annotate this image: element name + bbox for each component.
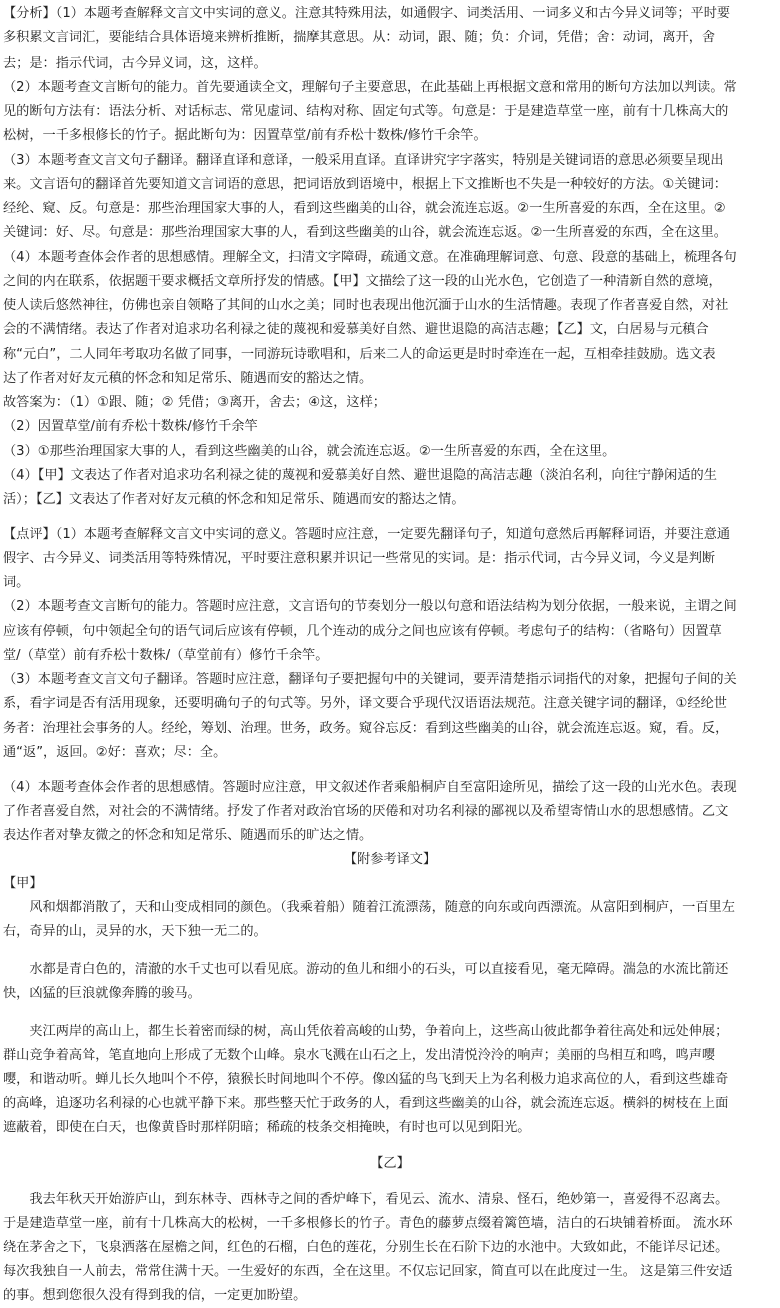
text-line: 务者：治理社会事务的人。经纶，筹划、治理。世务，政务。窥谷忘反：看到这些幽美的山谷，就会流连忘返。窥，看。反， bbox=[3, 721, 729, 736]
text-line: 松树，一千多根修长的竹子。据此断句为：因置草堂/前有乔松十数株/修竹千余竿。 bbox=[3, 128, 487, 143]
text-line: 嘤，和谐动听。蝉儿长久地叫个不停，猿猴长时间地叫个不停。像凶猛的鸟飞到天上为名利极力追求高位的人，看到这些雄奇 bbox=[3, 1072, 729, 1087]
text-line: 会的不满情绪。表达了作者对追求功名利禄之徒的蔑视和爱慕美好自然、避世退隐的高洁志趣；【乙】文，白居易与元稹合 bbox=[3, 322, 709, 337]
text-line: （2）本题考查文言断句的能力。答题时应注意，文言语句的节奏划分一般以句意和语法结构为划分依据，一般来说，主谓之间 bbox=[3, 599, 737, 614]
text-line: 遮蔽着，即使在白天，也像黄昏时那样阴暗；稀疏的枝条交相掩映，有时也可以见到阳光。 bbox=[3, 1120, 531, 1135]
text-line: 的高峰，追逐功名利禄的心也就平静下来。那些整天忙于政务的人，看到这些幽美的山谷，就会流连忘返。横斜的树枝在上面 bbox=[3, 1096, 729, 1111]
text-line: 来。文言语句的翻译首先要知道文言词语的意思，把词语放到语境中，根据上下文推断也不失是一种较好的方法。①关键词： bbox=[3, 177, 727, 192]
text-line: 绕在茅舍之下，飞泉洒落在屋檐之间，红色的石榴，白色的莲花，分别生长在石阶下边的水池中。大致如此，不能详尽记述。 bbox=[3, 1240, 729, 1255]
text-line: 了作者喜爱自然，对社会的不满情绪。抒发了作者对政治官场的厌倦和对功名利禄的鄙视以及希望寄情山水的思想感情。乙文 bbox=[3, 804, 729, 819]
text-line: 【附参考译文】 bbox=[343, 852, 437, 867]
text-line: 表达作者对挚友微之的怀念和知足常乐、随遇而乐的旷达之情。 bbox=[3, 828, 373, 843]
text-line: 经纶、窥、反。句意是：那些治理国家大事的人，看到这些幽美的山谷，就会流连忘返。②一生所喜爱的东西，全在这里。② bbox=[3, 201, 726, 216]
text-line: （4）本题考查体会作者的思想感情。答题时应注意，甲文叙述作者乘船桐庐自至富阳途所见，描绘了这一段的山光水色。表现 bbox=[3, 780, 737, 795]
text-line: （3）本题考查文言文句子翻译。答题时应注意，翻译句子要把握句中的关键词，要弄清楚指示词指代的对象，把握句子间的关 bbox=[3, 672, 737, 687]
text-line: 称“元白”，二人同年考取功名做了同事，一同游玩诗歌唱和，后来二人的命运更是时时牵连在一起，互相牵挂鼓励。选文表 bbox=[3, 347, 716, 362]
text-line: 堂/（草堂）前有乔松十数株/（草堂前有）修竹千余竿。 bbox=[3, 648, 329, 663]
text-line: 快，凶猛的巨浪就像奔腾的骏马。 bbox=[3, 986, 201, 1001]
text-line: 使人读后悠然神往，仿佛也亲自领略了其间的山水之美；同时也表现出他沉湎于山水的生活情趣。表现了作者喜爱自然，对社 bbox=[3, 298, 729, 313]
text-line: 的事。想到您很久没有得到我的信，一定更加盼望。 bbox=[3, 1288, 307, 1303]
text-line: 去；是：指示代词，古今异义词，这，这样。 bbox=[3, 56, 267, 71]
text-line: 我去年秋天开始游庐山，到东林寺、西林寺之间的香炉峰下，看见云、流水、清泉、怪石，绝妙第一，喜爱得不忍离去。 bbox=[3, 1192, 729, 1207]
text-line: 【乙】 bbox=[370, 1156, 410, 1171]
text-line: 【点评】（1）本题考查解释文言文中实词的意义。答题时应注意，一定要先翻译句子，知道句意然后再解释词语，并要注意通 bbox=[3, 527, 731, 542]
text-line: 关键词：好、尽。句意是：那些治理国家大事的人，看到这些幽美的山谷，就会流连忘返。②一生所喜爱的东西，全在这里。 bbox=[3, 225, 727, 240]
text-line: （2）因置草堂/前有乔松十数株/修竹千余竿 bbox=[3, 419, 258, 434]
text-line: 应该有停顿，句中领起全句的语气词后应该有停顿，几个连动的成分之间也应该有停顿。考虑句子的结构：（省略句）因置草 bbox=[3, 624, 722, 639]
text-line: 多积累文言词汇，要能结合具体语境来辨析推断，揣摩其意思。从：动词，跟、随；负：介词，凭借；舍：动词，离开，舍 bbox=[3, 30, 716, 45]
text-line: （4）【甲】文表达了作者对追求功名利禄之徒的蔑视和爱慕美好自然、避世退隐的高洁志趣（淡泊名利，向往宁静闲适的生 bbox=[3, 468, 717, 483]
text-line: 词。 bbox=[3, 575, 30, 590]
text-line: 【甲】 bbox=[3, 876, 43, 891]
text-line: 系，看字词是否有活用现象，还要明确句子的句式等。另外，译文要合乎现代汉语语法规范。注意关键字词的翻译，①经纶世 bbox=[3, 696, 727, 711]
text-line: 每次我独自一人前去，常常住满十天。一生爱好的东西，全在这里。不仅忘记回家，简直可以在此度过一生。 这是第三件安适 bbox=[3, 1264, 733, 1279]
text-line: 故答案为：（1）①跟、随；② 凭借；③离开，舍去；④这，这样； bbox=[3, 395, 386, 410]
text-line: 见的断句方法有：语法分析、对话标志、常见虚词、结构对称、固定句式等。句意是：于是建造草堂一座，前有十几株高大的 bbox=[3, 104, 729, 119]
text-line: 水都是青白色的，清澈的水千丈也可以看见底。游动的鱼儿和细小的石头，可以直接看见，毫无障碍。湍急的水流比箭还 bbox=[3, 962, 729, 977]
text-line: （2）本题考查文言断句的能力。首先要通读全文，理解句子主要意思，在此基础上再根据文意和常用的断句方法加以判读。常 bbox=[3, 80, 737, 95]
text-line: 夹江两岸的高山上，都生长着密而绿的树，高山凭依着高峻的山势，争着向上，这些高山彼此都争着往高处和远处伸展； bbox=[3, 1024, 729, 1039]
text-line: 假字、古今异义、词类活用等特殊情况，平时要注意积累并识记一些常见的实词。是：指示代词，古今异义词，今义是判断 bbox=[3, 551, 716, 566]
text-line: 于是建造草堂一座，前有十几株高大的松树，一千多根修长的竹子。青色的藤萝点缀着篱笆墙，洁白的石块铺着桥面。 流水环 bbox=[3, 1216, 733, 1231]
text-line: 风和烟都消散了，天和山变成相同的颜色。（我乘着船）随着江流漂荡，随意的向东或向西漂流。从富阳到桐庐，一百里左 bbox=[3, 900, 735, 915]
text-line: 达了作者对好友元稹的怀念和知足常乐、随遇而安的豁达之情。 bbox=[3, 371, 373, 386]
text-line: （3）本题考查文言文句子翻译。翻译直译和意译，一般采用直译。直译讲究字字落实，特别是关键词语的意思必须要呈现出 bbox=[3, 153, 724, 168]
text-line: 群山竞争着高耸，笔直地向上形成了无数个山峰。泉水飞溅在山石之上，发出清悦泠泠的响声；美丽的鸟相互和鸣，鸣声嘤 bbox=[3, 1048, 716, 1063]
text-line: （3）①那些治理国家大事的人，看到这些幽美的山谷，就会流连忘返。②一生所喜爱的东西，全在这里。 bbox=[3, 444, 616, 459]
text-line: 右，奇异的山，灵异的水，天下独一无二的。 bbox=[3, 924, 267, 939]
text-line: （4）本题考查体会作者的思想感情。理解全文，扫清文字障碍，疏通文意。在准确理解词意、句意、段意的基础上，梳理各句 bbox=[3, 250, 737, 265]
text-line: 通“返”，返回。②好：喜欢；尽：全。 bbox=[3, 745, 227, 760]
text-line: 【分析】（1）本题考查解释文言文中实词的意义。注意其特殊用法，如通假字、词类活用、一词多义和古今异义词等；平时要 bbox=[3, 6, 731, 21]
text-line: 之间的内在联系，依据题干要求概括文章所抒发的情感。【甲】文描绘了这一段的山光水色，它创造了一种清新自然的意境， bbox=[3, 274, 722, 289]
text-line: 活）；【乙】文表达了作者对好友元稹的怀念和知足常乐、随遇而安的豁达之情。 bbox=[3, 492, 465, 507]
